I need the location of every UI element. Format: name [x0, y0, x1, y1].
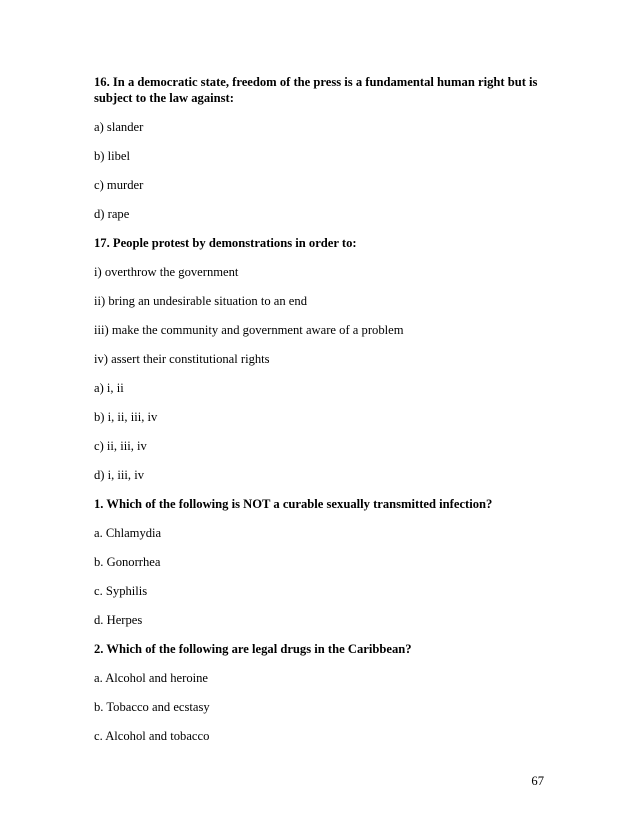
question-1: 1. Which of the following is NOT a curable sexually transmitted infection?	[94, 497, 493, 511]
page-number: 67	[531, 774, 544, 788]
option-item: b. Tobacco and ecstasy	[94, 700, 210, 714]
statement-item: ii) bring an undesirable situation to an end	[94, 294, 307, 308]
option-item: d) rape	[94, 207, 130, 221]
option-item: c) murder	[94, 178, 144, 192]
page-content	[94, 74, 550, 757]
question-16: 16. In a democratic state, freedom of the press is a fundamental human right but is subject to the law against:	[94, 75, 538, 105]
option-item: b) libel	[94, 149, 131, 163]
option-item: d. Herpes	[94, 613, 143, 627]
option-item: c. Syphilis	[94, 584, 148, 598]
option-item: a. Alcohol and heroine	[94, 671, 209, 685]
question-17: 17. People protest by demonstrations in order to:	[94, 236, 357, 250]
statement-item: i) overthrow the government	[94, 265, 239, 279]
option-item: a) i, ii	[94, 381, 124, 395]
question-2: 2. Which of the following are legal drugs in the Caribbean?	[94, 642, 412, 656]
option-item: d) i, iii, iv	[94, 468, 145, 482]
option-item: a) slander	[94, 120, 144, 134]
statement-item: iii) make the community and government aware of a problem	[94, 323, 404, 337]
statement-item: iv) assert their constitutional rights	[94, 352, 270, 366]
option-item: b. Gonorrhea	[94, 555, 161, 569]
option-item: b) i, ii, iii, iv	[94, 410, 158, 424]
option-item: c) ii, iii, iv	[94, 439, 147, 453]
option-item: c. Alcohol and tobacco	[94, 729, 210, 743]
option-item: a. Chlamydia	[94, 526, 162, 540]
